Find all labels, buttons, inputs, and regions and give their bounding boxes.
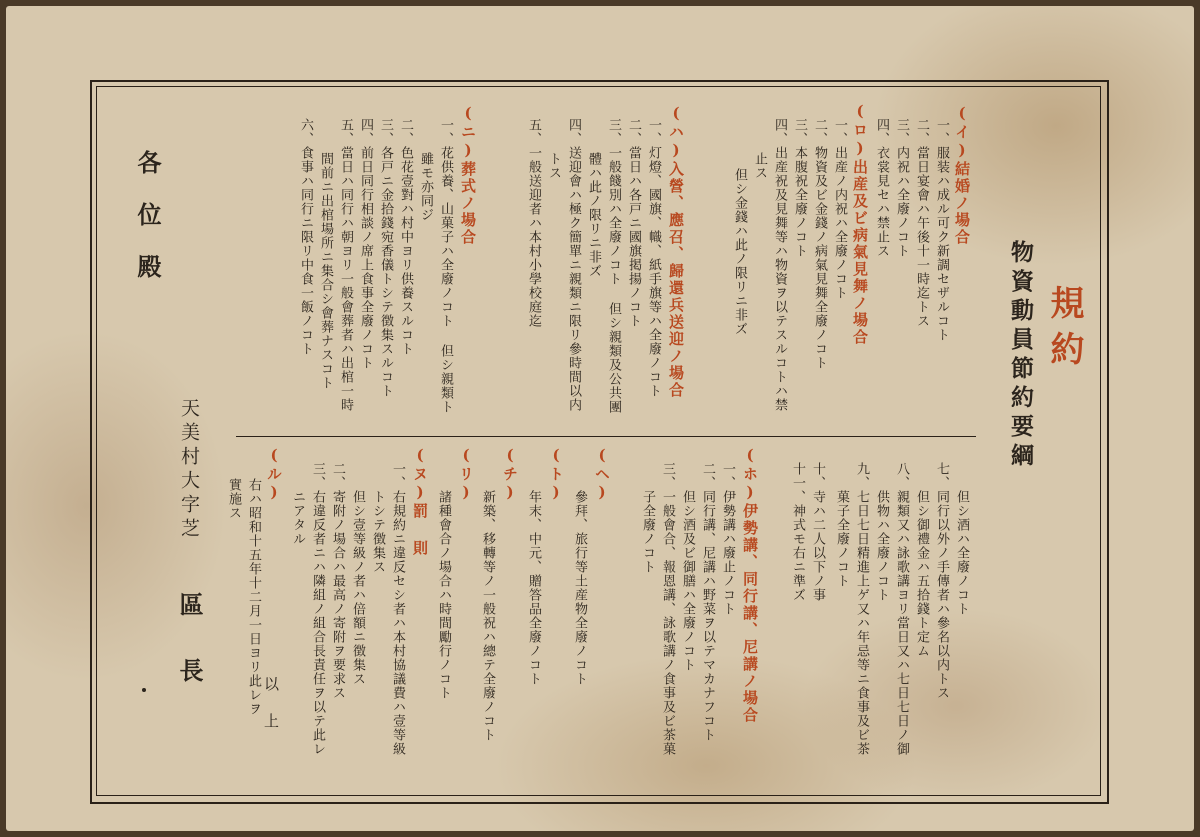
item-cont-3: 但シ御禮金ハ五拾錢ト定ム bbox=[914, 490, 929, 658]
item-nu-5: 三、右違反者ニハ隣組ノ組合長責任ヲ以テ此レ bbox=[310, 462, 325, 756]
item-i-4: 四、衣裳見セハ禁止ス bbox=[874, 118, 889, 258]
item-ru-1: 右ハ昭和十五年十二月一日ヨリ此レヲ bbox=[246, 478, 261, 716]
item-ha-4: 體ハ此ノ限リニ非ズ bbox=[586, 152, 601, 278]
heading-ni: (ニ)葬式ノ場合 bbox=[459, 104, 477, 246]
item-ho-1: 一、伊勢講ハ廢止ノコト bbox=[720, 462, 735, 616]
item-i-3: 三、内祝ハ全廢ノコト bbox=[894, 118, 909, 258]
item-to: 年末、中元、贈答品全廢ノコト bbox=[526, 490, 541, 686]
item-ro-5: 止ス bbox=[752, 152, 767, 180]
item-nu-3: 但シ壹等級ノ者ハ倍額ニ徴集ス bbox=[350, 490, 365, 686]
item-ni-6: 五、當日ハ同行ハ朝ヨリ一般會葬者ハ出棺一時 bbox=[338, 118, 353, 412]
item-nu-2: トシテ徴集ス bbox=[370, 490, 385, 574]
item-ho-3: 但シ酒及ビ御膳ハ全廢ノコト bbox=[680, 490, 695, 672]
item-ri: 諸種會合ノ場合ハ時間勵行ノコト bbox=[436, 490, 451, 700]
item-ha-5: 四、送迎會ハ極ク簡單ニ親類ニ限リ參時間以内 bbox=[566, 118, 581, 412]
item-cont-2: 七、同行以外ノ手傳者ハ參名以内トス bbox=[934, 462, 949, 700]
document-subtitle: 物資動員節約要綱 bbox=[1007, 240, 1034, 472]
item-cont-5: 供物ハ全廢ノコト bbox=[874, 490, 889, 602]
item-ru-2: 實施ス bbox=[226, 478, 241, 520]
section-divider bbox=[236, 436, 976, 437]
heading-ho: (ホ)伊勢講、同行講、尼講ノ場合 bbox=[741, 446, 759, 724]
item-ni-2: 雖モ亦同ジ bbox=[418, 152, 433, 222]
issuer-title: 區長 bbox=[175, 592, 204, 724]
item-nu-4: 二、寄附ノ場合ハ最高ノ寄附ヲ要求ス bbox=[330, 462, 345, 700]
item-cont-6: 九、七日七日精進上ゲ又ハ年忌等ニ食事及ビ茶 bbox=[854, 462, 869, 756]
heading-i: (イ)結婚ノ場合 bbox=[953, 104, 971, 246]
item-ni-5: 四、前日同行相談ノ席上食事全廢ノコト bbox=[358, 118, 373, 370]
heading-nu: (ヌ)罰 則 bbox=[411, 446, 429, 557]
addressee: 各位殿 bbox=[133, 150, 162, 306]
heading-chi: (チ) bbox=[501, 446, 519, 503]
item-ho-2: 二、同行講、尼講ハ野菜ヲ以テマカナフコト bbox=[700, 462, 715, 742]
item-ni-8: 六、食事ハ同行ニ限リ中食一飯ノコト bbox=[298, 118, 313, 356]
item-cont-9: 十一、神式モ右ニ準ズ bbox=[790, 462, 805, 602]
ink-dot bbox=[142, 688, 146, 692]
item-cont-1: 但シ酒ハ全廢ノコト bbox=[954, 490, 969, 616]
closing-text: 以上 bbox=[262, 676, 280, 750]
item-i-2: 二、當日宴會ハ午後十一時迄トス bbox=[914, 118, 929, 328]
document-title: 規約 bbox=[1044, 285, 1084, 377]
item-cont-8: 十、寺ハ二人以下ノ事 bbox=[810, 462, 825, 602]
item-i-1: 一、服装ハ成ル可ク新調セザルコト bbox=[934, 118, 949, 342]
heading-to: (ト) bbox=[547, 446, 565, 503]
item-ho-5: 子全廢ノコト bbox=[640, 490, 655, 574]
heading-ro: (ロ)出産及ビ病氣見舞ノ場合 bbox=[851, 102, 869, 346]
item-ho-4: 三、一般會合、報恩講、詠歌講ノ食事及ビ茶菓 bbox=[660, 462, 675, 756]
issuer-village: 天美村大字芝 bbox=[178, 398, 200, 542]
item-nu-1: 一、右規約ニ違反セシ者ハ本村協議費ハ壹等級 bbox=[390, 462, 405, 756]
item-nu-6: ニアタル bbox=[290, 490, 305, 546]
item-cont-7: 菓子全廢ノコト bbox=[834, 490, 849, 588]
item-cont-4: 八、親類又ハ詠歌講ヨリ當日又ハ七日七日ノ御 bbox=[894, 462, 909, 756]
heading-ha: (ハ)入營、應召、歸還兵送迎ノ場合 bbox=[667, 104, 685, 399]
item-ro-4: 四、出産祝及見舞等ハ物資ヲ以テスルコトハ禁 bbox=[772, 118, 787, 412]
item-ro-2: 二、物資及ビ金錢ノ病氣見舞全廢ノコト bbox=[812, 118, 827, 370]
item-ro-1: 一、出産ノ内祝ハ全廢ノコト bbox=[832, 118, 847, 300]
item-ni-4: 三、各戸ニ金拾錢宛香儀トシテ徴集スルコト bbox=[378, 118, 393, 398]
heading-ri: (リ) bbox=[457, 446, 475, 503]
item-ro-3: 三、本腹祝全廢ノコト bbox=[792, 118, 807, 258]
item-ni-3: 二、色花壹對ハ村中ヨリ供養スルコト bbox=[398, 118, 413, 356]
item-ni-7: 間前ニ出棺場所ニ集合シ會葬ナスコト bbox=[318, 152, 333, 390]
heading-ru: (ル) bbox=[265, 446, 283, 503]
item-ha-7: 五、一般送迎者ハ本村小學校庭迄 bbox=[526, 118, 541, 328]
item-ha-1: 一、灯燈、國旗、幟、紙手旗等ハ全廢ノコト bbox=[646, 118, 661, 398]
item-ni-1: 一、花供養、山菓子ハ全廢ノコト 但シ親類ト bbox=[438, 118, 453, 414]
item-he: 參拜、旅行等土産物全廢ノコト bbox=[572, 490, 587, 686]
item-ha-6: トス bbox=[546, 152, 561, 180]
item-ro-6: 但シ金錢ハ此ノ限リニ非ズ bbox=[732, 168, 747, 336]
item-ha-2: 二、當日ハ各戸ニ國旗掲揚ノコト bbox=[626, 118, 641, 328]
heading-he: (ヘ) bbox=[593, 446, 611, 503]
item-chi: 新築、移轉等ノ一般祝ハ總テ全廢ノコト bbox=[480, 490, 495, 742]
item-ha-3: 三、一般餞別ハ全廢ノコト 但シ親類及公共團 bbox=[606, 118, 621, 414]
